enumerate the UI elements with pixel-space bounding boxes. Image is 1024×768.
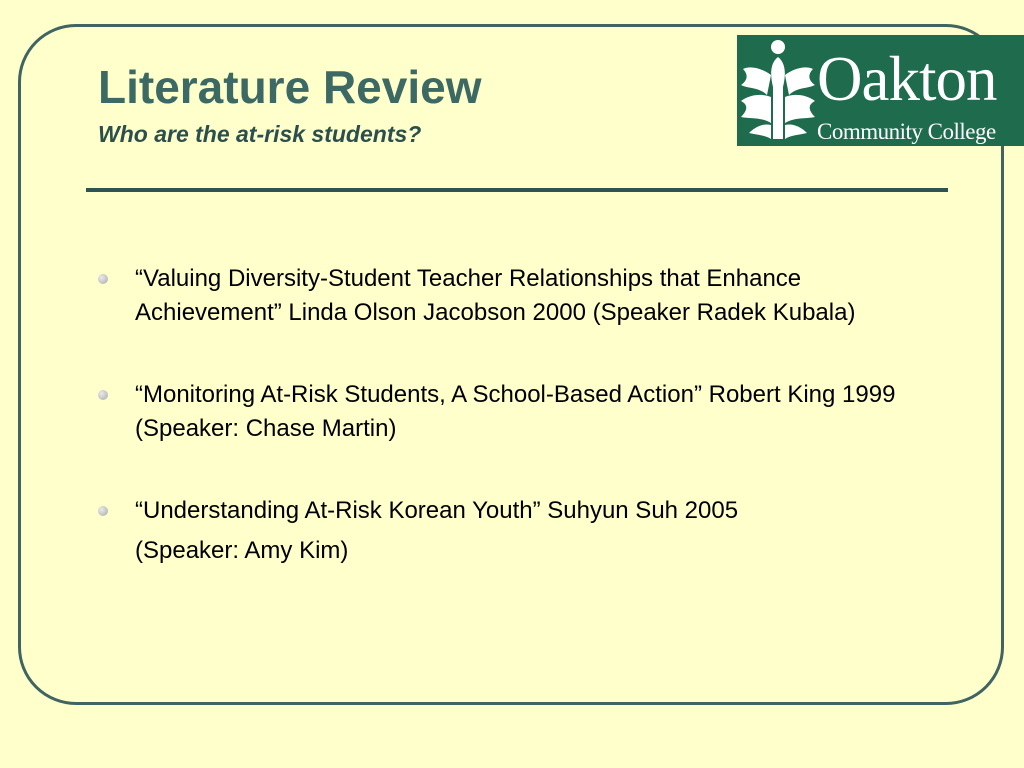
- slide-subtitle: Who are the at-risk students?: [98, 121, 422, 147]
- bullet-text: “Valuing Diversity-Student Teacher Relationships that Enhance Achievement” Linda Olson Jacobson 2000 (Speaker Radek Kubala): [135, 265, 856, 326]
- list-item: [98, 494, 948, 568]
- bullet-continuation: (Speaker: Amy Kim): [135, 537, 349, 564]
- bullet-list: [98, 262, 948, 568]
- title-divider: [86, 188, 948, 192]
- oakton-logo: [737, 35, 1024, 146]
- list-item: [98, 262, 948, 330]
- list-item: [98, 378, 948, 446]
- logo-subtitle: Community College: [817, 119, 996, 144]
- slide-title: Literature Review: [98, 61, 482, 113]
- oak-leaf-icon: [737, 35, 819, 146]
- bullet-dot-icon: [98, 390, 108, 400]
- logo-name: Oakton: [817, 44, 997, 114]
- bullet-text: “Monitoring At-Risk Students, A School-Based Action” Robert King 1999 (Speaker: Chase Martin): [135, 381, 896, 442]
- bullet-text: “Understanding At-Risk Korean Youth” Suhyun Suh 2005: [135, 497, 739, 524]
- bullet-dot-icon: [98, 274, 108, 284]
- bullet-dot-icon: [98, 506, 108, 516]
